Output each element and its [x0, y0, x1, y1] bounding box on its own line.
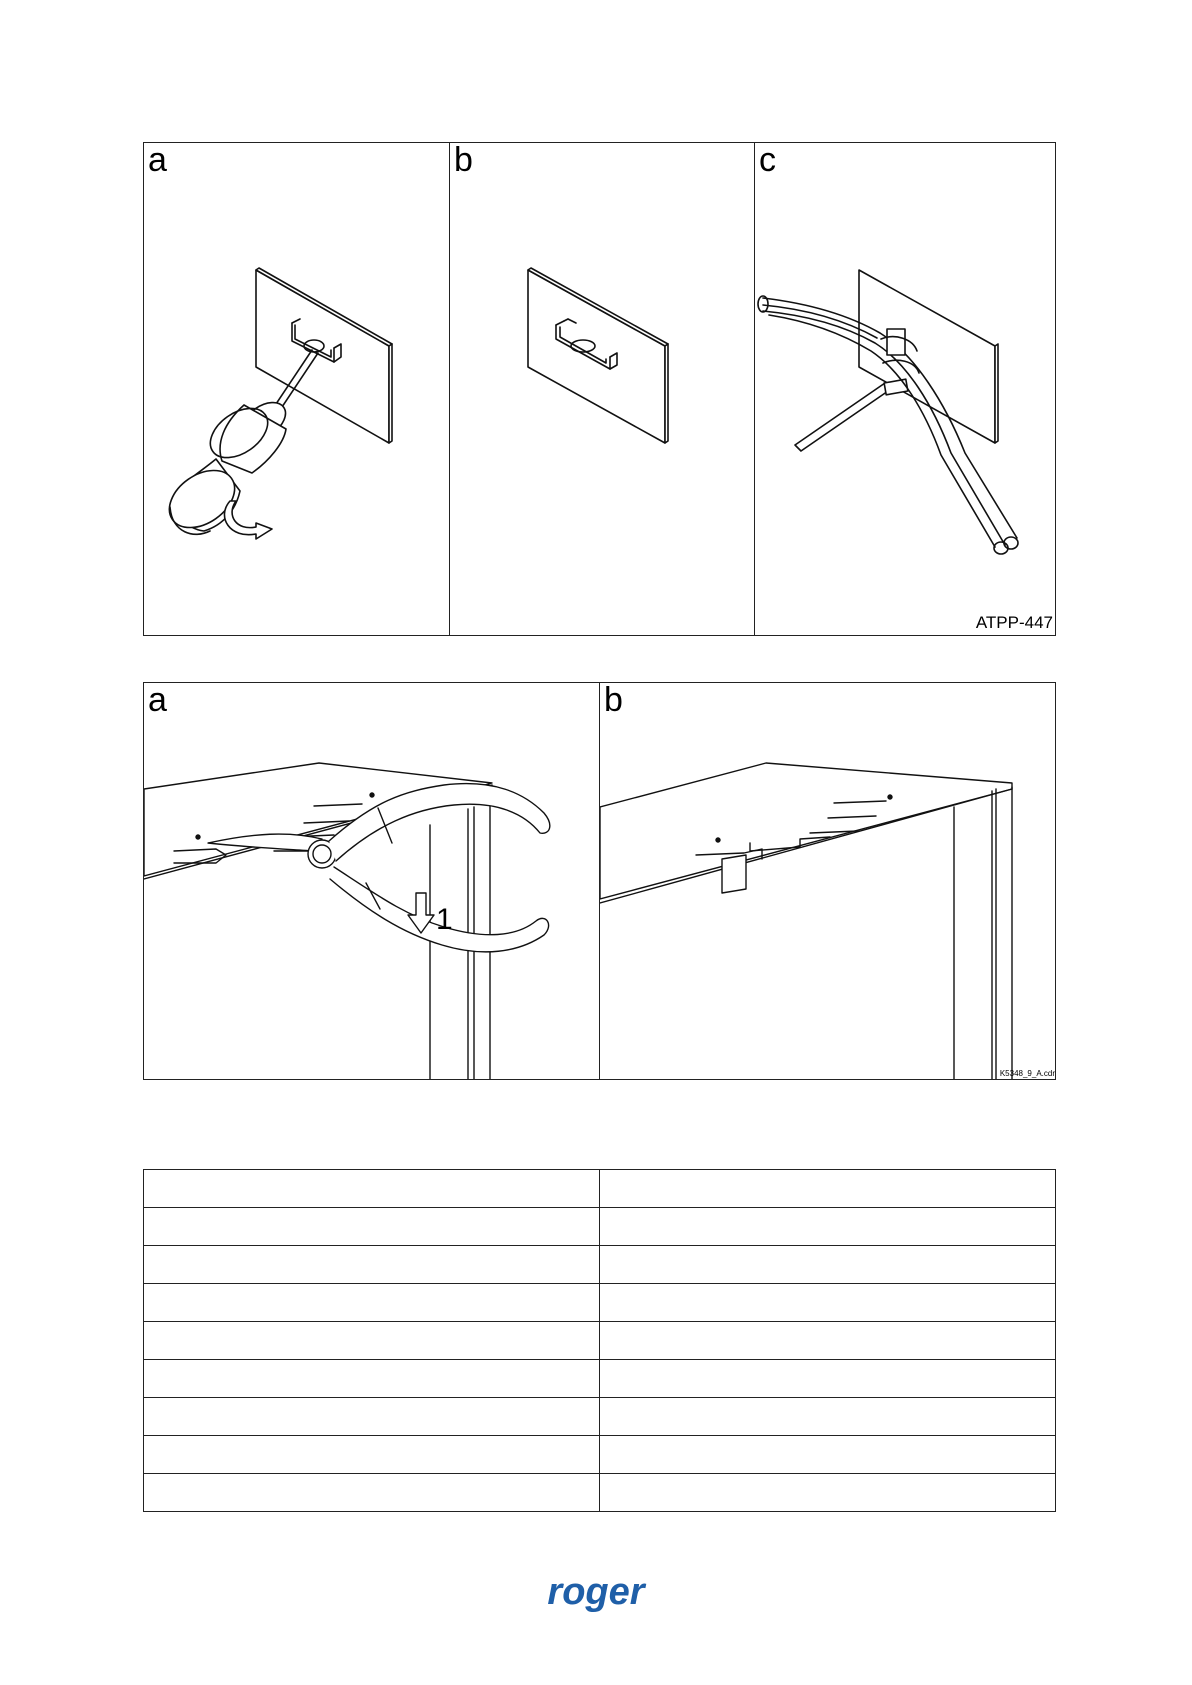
table-cell: [600, 1360, 1056, 1398]
table-cell: [144, 1360, 600, 1398]
table-row: [144, 1322, 1056, 1360]
table-cell: [144, 1284, 600, 1322]
table-row: [144, 1208, 1056, 1246]
table-row: [144, 1474, 1056, 1512]
table-row: [144, 1398, 1056, 1436]
table-cell: [600, 1398, 1056, 1436]
pliers-tab-drawing: [144, 683, 599, 1079]
bent-tab-drawing: [600, 683, 1057, 1079]
table-cell: [600, 1474, 1056, 1512]
screwdriver-clip-drawing: [144, 143, 449, 635]
figure-code: K5348_9_A.cdr: [999, 1069, 1055, 1078]
table-row: [144, 1284, 1056, 1322]
figure-cable-clip-steps: [143, 142, 1056, 636]
table-row: [144, 1436, 1056, 1474]
table-cell: [144, 1474, 600, 1512]
panel-letter: a: [148, 683, 167, 719]
clip-plate-drawing: [450, 143, 754, 635]
table-cell: [144, 1208, 600, 1246]
table-row: [144, 1360, 1056, 1398]
figure2-panel-a: [144, 683, 599, 1079]
data-table: [143, 1169, 1056, 1512]
figure-tab-bending-steps: [143, 682, 1056, 1080]
table-row: [144, 1246, 1056, 1284]
logo-text: roger: [547, 1571, 645, 1613]
table-row: [144, 1170, 1056, 1208]
figure1-panel-c: [754, 143, 1057, 635]
panel-letter: b: [454, 143, 473, 179]
roger-logo: [0, 1568, 1192, 1623]
roger-logo-mark: [536, 1568, 656, 1618]
table-cell: [144, 1322, 600, 1360]
cables-tie-drawing: [755, 143, 1057, 635]
table-cell: [144, 1246, 600, 1284]
panel-letter: c: [759, 143, 776, 179]
figure1-panel-a: [144, 143, 449, 635]
table-cell: [600, 1170, 1056, 1208]
panel-letter: b: [604, 683, 623, 719]
figure2-panel-b: [599, 683, 1057, 1079]
arrow-label: 1: [436, 903, 453, 936]
table-cell: [600, 1246, 1056, 1284]
table-cell: [600, 1322, 1056, 1360]
table-cell: [144, 1170, 600, 1208]
table-cell: [600, 1208, 1056, 1246]
table-cell: [144, 1436, 600, 1474]
figure-code: ATPP-447: [975, 613, 1053, 632]
table-cell: [600, 1436, 1056, 1474]
figure1-panel-b: [449, 143, 754, 635]
table-cell: [600, 1284, 1056, 1322]
panel-letter: a: [148, 143, 167, 179]
table-cell: [144, 1398, 600, 1436]
